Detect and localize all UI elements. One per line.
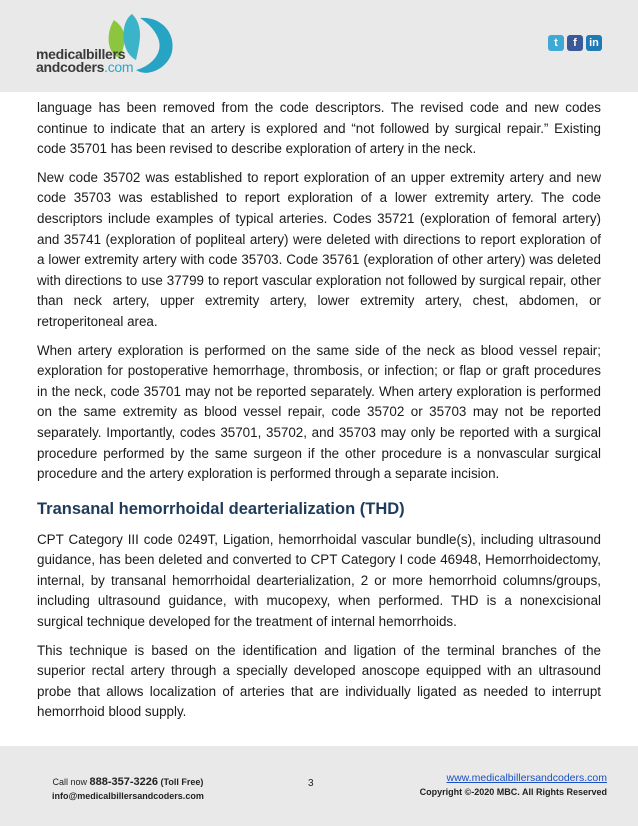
page-header xyxy=(0,0,638,92)
section-heading: Transanal hemorrhoidal dearterialization (THD) xyxy=(37,499,405,518)
call-prefix: Call now xyxy=(52,777,87,787)
footer-email[interactable]: info@medicalbillersandcoders.com xyxy=(52,791,204,801)
social-links xyxy=(548,35,602,51)
paragraph-5: This technique is based on the identification and ligation of the terminal branches of the superior rectal artery through a specially developed anoscope equipped with an ultrasound probe that allows localization of arteries that are individually ligated as needed to interrupt hemorrhoid blood supply. xyxy=(37,642,601,720)
page-footer xyxy=(0,746,638,826)
document-body xyxy=(37,98,601,731)
page-number: 3 xyxy=(308,778,314,789)
paragraph-2: New code 35702 was established to report exploration of an upper extremity artery and new code 35703 was established to report exploration of a lower extremity artery. The code descriptors include examples of typical arteries. Codes 35721 (exploration of femoral artery) and 35741 (exploration of popliteal artery) were deleted with directions to report exploration of a lower extremity artery with code 35703. Code 35761 (exploration of other artery) was deleted with directions to use 37799 to report vascular exploration not followed by surgical repair, other than neck artery, upper extremity artery, lower extremity artery, chest, abdomen, or retroperitoneal area. xyxy=(37,169,601,329)
logo-line1: medicalbillers xyxy=(36,46,126,62)
toll-free-label: (Toll Free) xyxy=(160,777,204,787)
copyright-text: Copyright ©-2020 MBC. All Rights Reserved xyxy=(419,787,607,797)
logo-line2: andcoders xyxy=(36,59,105,75)
twitter-icon[interactable]: t xyxy=(548,35,564,51)
logo-line2-suffix: .com xyxy=(104,59,134,75)
footer-contact xyxy=(52,775,204,803)
paragraph-3: When artery exploration is performed on the same side of the neck as blood vessel repair; exploration for postoperative hemorrhage, thrombosis, or infection; or flap or graft procedures in the neck, code 35701 may not be reported separately. When artery exploration is performed on the same extremity as blood vessel repair, code 35702 or 35703 may not be reported separately. Importantly, codes 35701, 35702, and 35703 may only be reported with a surgical procedure performed by the same surgeon if the other procedure is a nonvascular surgical procedure and the artery exploration is performed through a separate incision. xyxy=(37,342,601,482)
facebook-icon[interactable]: f xyxy=(567,35,583,51)
website-link[interactable]: www.medicalbillersandcoders.com xyxy=(446,772,607,784)
logo-wordmark[interactable] xyxy=(36,48,133,74)
paragraph-1: language has been removed from the code descriptors. The revised code and new codes continue to indicate that an artery is explored and “not followed by surgical repair.” Existing code 35701 has been revised to describe exploration of artery in the neck. xyxy=(37,100,601,157)
linkedin-icon[interactable]: in xyxy=(586,35,602,51)
phone-number[interactable]: 888-357-3226 xyxy=(89,776,158,788)
paragraph-4: CPT Category III code 0249T, Ligation, hemorrhoidal vascular bundle(s), including ultrasound guidance, has been deleted and converted to CPT Category I code 46948, Hemorrhoidectomy, internal, by transanal hemorrhoidal dearterialization, 2 or more hemorrhoid columns/groups, including ultrasound guidance, with mucopexy, when performed. THD is a nonexcisional surgical technique developed for the treatment of internal hemorrhoids. xyxy=(37,531,601,630)
footer-right xyxy=(420,771,607,799)
